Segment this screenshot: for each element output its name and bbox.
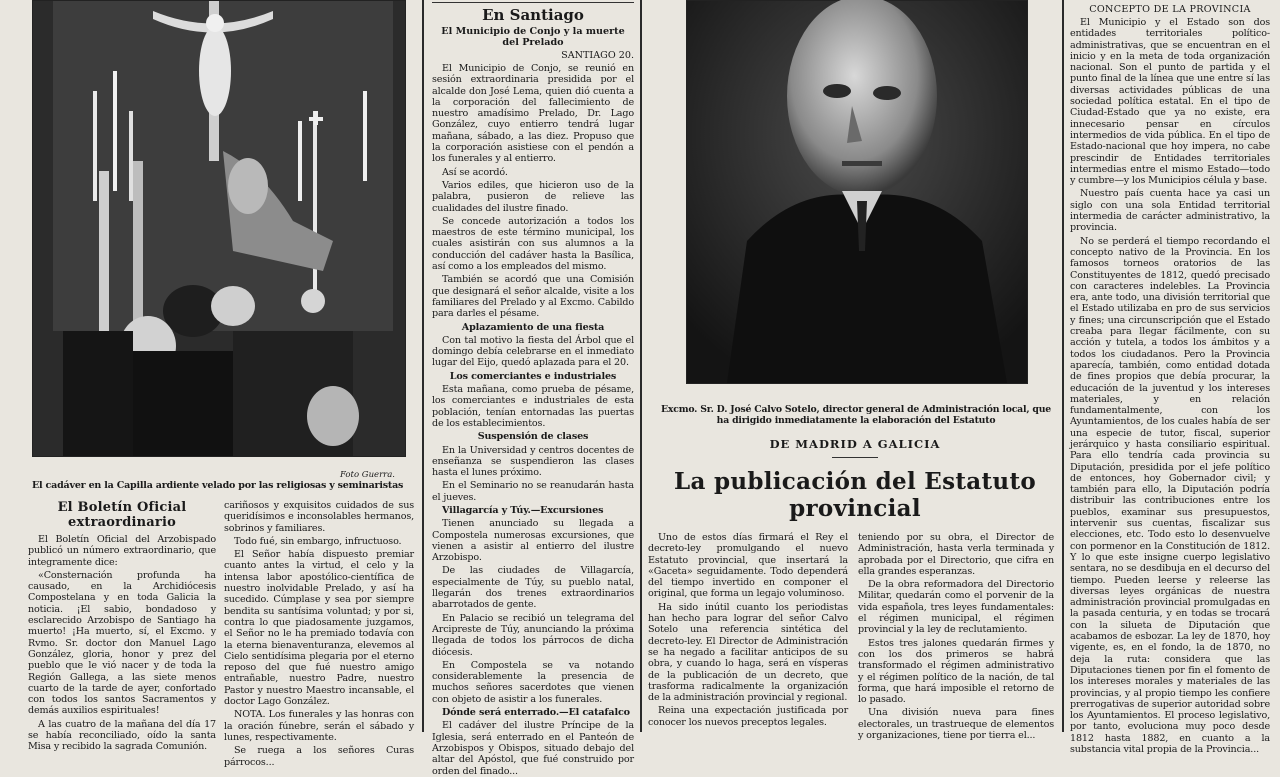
paragraph: cariñosos y exquisitos cuidados de sus queridísimos e inconsolables hermanos, sobrinos y familiares. <box>224 500 414 534</box>
article-santiago <box>432 0 634 777</box>
paragraph: De la obra reformadora del Directorio Militar, quedarán como el porvenir de la vida española, tres leyes fundamentales: el régimen municipal, el régimen provincial y la ley de reclutamiento. <box>858 579 1054 636</box>
paragraph: Uno de estos días firmará el Rey el decreto-ley promulgando el nuevo Estatuto provincial, que insertará la «Gaceta» seguidamente. Todo dependerá del tiempo invertido en componer el original, que forma un legajo voluminoso. <box>648 532 848 600</box>
paragraph: El Boletín Oficial del Arzobispado publicó un número extraordinario, que integramente dice: <box>28 534 216 568</box>
paragraph: Reina una expectación justificada por conocer los nuevos preceptos legales. <box>648 705 848 728</box>
chapel-photo <box>32 0 406 457</box>
paragraph: Se concede autorización a todos los maestros de este término municipal, los cuales asistirán con sus alumnos a la conducción del cadáver hasta la Basílica, así como a los empleados del mismo. <box>432 215 634 273</box>
paragraph: Con tal motivo la fiesta del Árbol que el domingo debía celebrarse en el inmediato lugar del Eijo, quedó aplazada para el 20. <box>432 334 634 369</box>
paragraph: En la Universidad y centros docentes de enseñanza se suspendieron las clases hasta el lunes próximo. <box>432 444 634 479</box>
paragraph: El Municipio de Conjo, se reunió en sesión extraordinaria presidida por el alcalde don José Lema, quien dió cuenta a la corporación del fallecimiento de nuestro amadísimo Prelado, Dr. Lago González, cuyo entierro tendrá lugar mañana, sábado, a las diez. Propuso que la corporación asistiese con el pendón a los funerales y al entierro. <box>432 63 634 165</box>
portrait-caption: Excmo. Sr. D. José Calvo Sotelo, director general de Administración local, que ha dirigido inmediatamente la elaboración del Estatuto <box>661 404 1051 426</box>
estatuto-right-column <box>858 532 1054 742</box>
paragraph: «Consternación profunda ha causado, en la Archidiócesis Compostelana y en toda Galicia la noticia. ¡El sabio, bondadoso y esclarecido Arzobispo de Santiago ha muerto! ¡Ha muerto, sí, el Excmo. y Rvmo. Sr. doctor don Manuel Lago González, gloria, honor y prez del pueblo que le vió nacer y de toda la Región Gallega, a las siete menos cuarto de la tarde de ayer, confortado con todos los santos Sacramentos y demás auxilios espirituales! <box>28 569 216 717</box>
paragraph: Todo fué, sin embargo, infructuoso. <box>234 535 402 547</box>
paragraph: Ha sido inútil cuanto los periodistas han hecho para lograr del señor Calvo Sotelo una referencia sintética del decreto-ley. El Director de Administración se ha negado a facilitar anticipos de su obra, y cuando lo haga, será en vísperas de la publicación de un decreto, que trasforma radicalmente la organización de la administración provincial y regional. <box>648 601 848 704</box>
paragraph: Así se acordó. <box>442 166 508 178</box>
photo-credit: Foto Guerra. <box>340 470 395 480</box>
estatuto-left-column <box>648 532 848 732</box>
paragraph: Varios ediles, que hicieron uso de la palabra, pusieron de relieve las cualidades del ilustre finado. <box>432 179 634 214</box>
subhead: Aplazamiento de una fiesta <box>461 321 605 333</box>
portrait-photo <box>686 0 1028 384</box>
subhead-inline: Villagarcía y Túy.—Excursiones <box>442 504 604 516</box>
paragraph: teniendo por su obra, el Director de Administración, hasta verla terminada y aprobada por el Directorio, que cifra en ella grandes esperanzas. <box>858 532 1054 577</box>
paragraph: En Compostela se va notando considerablemente la presencia de muchos señores sacerdotes que vienen con objeto de asistir a los funerales. <box>432 659 634 705</box>
section-title: En Santiago <box>482 6 584 24</box>
paragraph: Una división nueva para fines electorales, un trastrueque de elementos y organizaciones, tiene por tierra el... <box>858 707 1054 742</box>
paragraph: NOTA. Los funerales y las honras con la oración fúnebre, serán el sábado y lunes, respectivamente. <box>224 709 414 743</box>
paragraph: Esta mañana, como prueba de pésame, los comerciantes e industriales de esta población, tenían entornadas las puertas de los establecimientos. <box>432 384 634 429</box>
article-concepto-provincia <box>1070 0 1270 755</box>
column-rule <box>1062 0 1064 732</box>
article-title: El Boletín Oficial extraordinario <box>57 500 187 530</box>
divider <box>832 457 878 458</box>
column-rule <box>640 0 642 732</box>
paragraph: Tienen anunciado su llegada a Compostela numerosas excursiones, que vienen a asistir al entierro del ilustre Arzobispo. <box>432 518 634 564</box>
photo-caption: El cadáver en la Capilla ardiente velado por las religiosas y seminaristas <box>32 480 404 491</box>
column-rule <box>422 0 424 732</box>
paragraph: Nuestro país cuenta hace ya casi un siglo con una sola Entidad territorial intermedia de carácter administrativo, la provincia. <box>1070 188 1270 234</box>
paragraph: También se acordó que una Comisión que designará el señor alcalde, visite a los familiares del Prelado y al Excmo. Cabildo para darles el pésame. <box>432 274 634 320</box>
dateline: SANTIAGO 20. <box>561 50 634 61</box>
divider <box>432 2 634 3</box>
paragraph: No se perderá el tiempo recordando el concepto nativo de la Provincia. En los famosos torneos oratorios de las Constituyentes de 1812, quedó precisado con caracteres indelebles. La Provincia era, ante todo, una división territorial que el Estado utilizaba en pro de sus servicios y fines; una circunscripción que el Estado creaba para llegar fácilmente, con su acción y tutela, a todos los ámbitos y a todos los ciudadanos. Pero la Provincia aparecía, también, como entidad dotada de fines propios que debía procurar, la educación de la juventud y los intereses materiales, y en relación fundamentalmente, con los Ayuntamientos, de los cuales había de ser una especie de tutor, fiscal, superior jerárquico y hasta consiliario espiritual. Para ello tendría cada provincia su Diputación, presidida por el jefe político de entonces, hoy Gobernador civil; y también para ello, la Diputación podría distribuir las contribuciones entre los pueblos, examinar sus presupuestos, intervenir sus cuentas, fiscalizar sus elecciones, etc. Todo esto lo desenvuelve con pormenor en la Constitución de 1812. Y lo que este insigne cuerpo legislativo sentara, no se desdibuja en el decurso del tiempo. Pueden leerse y releerse las diversas leyes orgánicas de nuestra administración provincial promulgadas en la pasada centuria, y en todas se trocará con la silueta de Diputación que acabamos de esbozar. La ley de 1870, hoy vigente, es, en el fondo, la de 1870, no deja la ruta: considera que las Diputaciones tienen por fin el fomento de los intereses morales y materiales de las provincias, y al propio tiempo les confiere prerrogativas de superior autoridad sobre los Ayuntamientos. El proceso legislativo, por tanto, evoluciona muy poco desde 1812 hasta 1882, en cuanto a la substancia vital propia de la Provincia... <box>1070 235 1270 755</box>
paragraph: A las cuatro de la mañana del día 17 se había reconciliado, oído la santa Misa y recibido la sagrada Comunión. <box>28 718 216 753</box>
paragraph: Se ruega a los señores Curas párrocos... <box>224 745 414 768</box>
paragraph: En Palacio se recibió un telegrama del Arcipreste de Túy, anunciando la próxima llegada de todos los párrocos de dicha diócesis. <box>432 612 634 658</box>
paragraph: El Señor había dispuesto premiar cuanto antes la virtud, el celo y la intensa labor apostólico-científica de nuestro inolvidable Prelado, y así ha sucedido. Cúmplase y sea por siempre bendita su santísima voluntad; y por si, contra lo que piadosamente juzgamos, el Señor no le ha premiado todavía con la eterna bienaventuranza, elevemos al Cielo sentidísima plegaria por el eterno reposo del que fué nuestro amigo entrañable, nuestro Padre, nuestro Pastor y nuestro Maestro incansable, el doctor Lago González. <box>224 549 414 708</box>
paragraph: Estos tres jalones quedarán firmes y con los dos primeros se habrá transformado el régimen administrativo y el régimen político de la nación, de tal forma, que hará imposible el retorno de lo pasado. <box>858 637 1054 706</box>
subtitle: El Municipio de Conjo y la muerte del Prelado <box>441 26 625 48</box>
headline: La publicación del Estatuto provincial <box>673 468 1037 522</box>
subhead: Los comerciantes e industriales <box>449 370 617 382</box>
paragraph: En el Seminario no se reanudarán hasta el jueves. <box>432 480 634 503</box>
article-boletin <box>28 500 216 753</box>
paragraph: De las ciudades de Villagarcía, especialmente de Túy, su pueblo natal, llegarán dos trenes extraordinarios abarrotados de gente. <box>432 565 634 611</box>
paragraph: El cadáver del ilustre Príncipe de la Iglesia, será enterrado en el Panteón de Arzobispos y Obispos, situado debajo del altar del Apóstol, que fué construido por orden del finado... <box>432 720 634 777</box>
subhead-inline: Dónde será enterrado.—El catafalco <box>442 707 630 719</box>
headline-kicker: DE MADRID A GALICIA <box>769 437 941 451</box>
paragraph: El Municipio y el Estado son dos entidades territoriales político-administrativas, que se encuentran en el inicio y en la meta de toda organización nacional. Son el punto de partida y el punto final de la línea que une entre sí las diversas actividades públicas de una sociedad política estatal. En el tipo de Ciudad-Estado que ya no existe, era innecesario pensar en círculos intermedios de vida pública. En el tipo de Estado-nacional que hoy impera, no cabe prescindir de Entidades territoriales intermedias entre el mismo Estado—todo y cumbre—y los Municipios célula y base. <box>1070 17 1270 187</box>
article-title: CONCEPTO DE LA PROVINCIA <box>1089 4 1251 15</box>
article-continuation <box>224 500 414 768</box>
subhead: Suspensión de clases <box>477 431 589 443</box>
